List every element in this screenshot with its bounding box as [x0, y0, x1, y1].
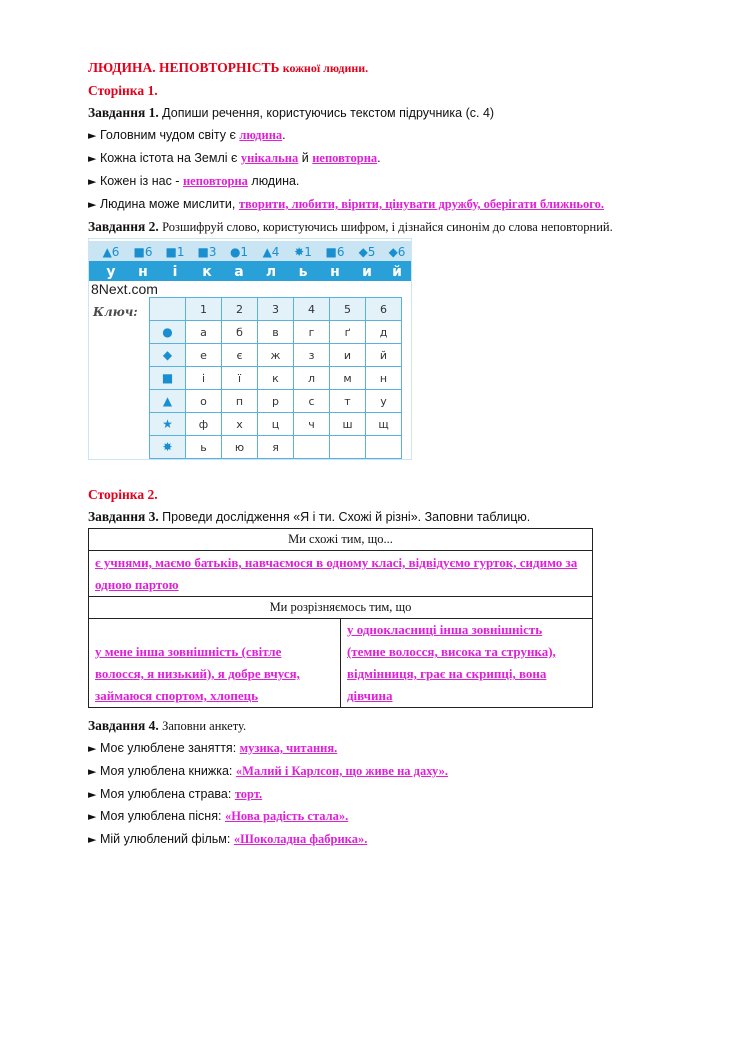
- key-cell: и: [330, 344, 366, 367]
- title-small: кожної людини.: [282, 61, 369, 75]
- key-row: [150, 321, 402, 344]
- key-cell: б: [222, 321, 258, 344]
- task4-item: [88, 809, 348, 824]
- key-cell: п: [222, 390, 258, 413]
- key-cell: ґ: [330, 321, 366, 344]
- task2-text: Розшифруй слово, користуючись шифром, і дізнайся синонім до слова неповторний.: [162, 220, 613, 234]
- me-answer-line: волосся, я низький), я добре вчуся,: [95, 666, 300, 681]
- task4-item: [88, 787, 262, 802]
- line-prefix: Головним чудом світу є: [99, 128, 236, 142]
- item-prefix: Моя улюблена книжка:: [99, 764, 233, 778]
- cipher-code-cell: ■6: [133, 245, 153, 259]
- cipher-image: [88, 238, 412, 460]
- cipher-letter: н: [330, 264, 340, 280]
- classmate-cell: [340, 619, 592, 708]
- document-title: [88, 60, 368, 76]
- bullet-icon: ►: [88, 810, 97, 823]
- answer: музика, читання.: [239, 741, 338, 755]
- cipher-letter: і: [172, 264, 178, 280]
- me-cell: [89, 619, 341, 708]
- cipher-letter: ь: [298, 264, 308, 280]
- line-middle: й: [301, 151, 309, 165]
- key-header-row: [150, 298, 402, 321]
- answer: неповторна: [182, 174, 248, 188]
- me-answer-line: у мене інша зовнішність (світле: [95, 644, 282, 659]
- key-row: [150, 367, 402, 390]
- task1-line-2: [88, 151, 381, 166]
- classmate-answer-line: відмінниця, грає на скрипці, вона: [346, 666, 547, 681]
- answer: «Нова радість стала».: [224, 809, 349, 823]
- key-header-cell: 6: [366, 298, 402, 321]
- key-cell: т: [330, 390, 366, 413]
- line-prefix: Людина може мислити,: [99, 197, 236, 211]
- task1-instruction: [88, 105, 494, 121]
- line-suffix: людина.: [251, 174, 300, 188]
- task3-label: Завдання 3.: [88, 509, 159, 524]
- cipher-code-cell: ■6: [325, 245, 345, 259]
- key-cell: е: [186, 344, 222, 367]
- key-cell: ж: [258, 344, 294, 367]
- bullet-icon: ►: [88, 129, 97, 142]
- item-prefix: Моя улюблена страва:: [99, 787, 232, 801]
- key-header-cell: 1: [186, 298, 222, 321]
- key-cell: [366, 436, 402, 459]
- key-label: Ключ:: [93, 305, 138, 319]
- classmate-answer-line: у однокласниці інша зовнішність: [346, 622, 543, 637]
- similar-header: Ми схожі тим, що...: [89, 529, 593, 551]
- line-prefix: Кожен із нас -: [99, 174, 180, 188]
- key-cell: в: [258, 321, 294, 344]
- answer: творити, любити, вірити, цінувати дружбу, оберігати ближнього.: [238, 197, 604, 211]
- key-row: [150, 413, 402, 436]
- classmate-answer-line: (темне волосся, висока та струнка),: [346, 644, 556, 659]
- key-cell: й: [366, 344, 402, 367]
- key-cell: щ: [366, 413, 402, 436]
- answer: «Шоколадна фабрика».: [233, 832, 368, 846]
- key-cell: з: [294, 344, 330, 367]
- key-cell: [330, 436, 366, 459]
- cipher-letter: й: [392, 264, 402, 280]
- bullet-icon: ►: [88, 175, 97, 188]
- square-icon: ■: [150, 367, 186, 390]
- key-cell: є: [222, 344, 258, 367]
- watermark-text: 8Next.com: [91, 281, 158, 297]
- cipher-letter: к: [202, 264, 212, 280]
- task4-label: Завдання 4.: [88, 718, 159, 733]
- key-cell: ш: [330, 413, 366, 436]
- item-prefix: Мій улюблений фільм:: [99, 832, 231, 846]
- key-cell: ю: [222, 436, 258, 459]
- different-header: Ми розрізняємось тим, що: [89, 597, 593, 619]
- triangle-icon: ▲: [150, 390, 186, 413]
- task4-text: Заповни анкету.: [162, 719, 247, 733]
- task1-line-3: [88, 174, 299, 189]
- table-row: [89, 619, 593, 708]
- key-cell: ф: [186, 413, 222, 436]
- item-prefix: Моє улюблене заняття:: [99, 741, 237, 755]
- item-prefix: Моя улюблена пісня:: [99, 809, 222, 823]
- line-prefix: Кожна істота на Землі є: [99, 151, 238, 165]
- bullet-icon: ►: [88, 152, 97, 165]
- key-header-cell: 3: [258, 298, 294, 321]
- key-cell: л: [294, 367, 330, 390]
- bullet-icon: ►: [88, 788, 97, 801]
- key-cell: р: [258, 390, 294, 413]
- bullet-icon: ►: [88, 198, 97, 211]
- cipher-letter: н: [138, 264, 148, 280]
- cipher-code-cell: ▲4: [262, 245, 280, 259]
- task3-text: Проведи дослідження «Я і ти. Схожі й різні». Заповни таблицю.: [162, 510, 531, 524]
- cipher-code-cell: ◆5: [358, 245, 376, 259]
- task2-label: Завдання 2.: [88, 219, 159, 234]
- key-cell: с: [294, 390, 330, 413]
- key-cell: і: [186, 367, 222, 390]
- cipher-code-cell: ●1: [229, 245, 249, 259]
- key-cell: г: [294, 321, 330, 344]
- cipher-code-cell: ✸1: [294, 245, 312, 259]
- answer: «Малий і Карлсон, що живе на даху».: [235, 764, 448, 778]
- key-cell: ї: [222, 367, 258, 390]
- answer: унікальна: [240, 151, 299, 165]
- task1-line-4: [88, 197, 604, 212]
- key-cell: д: [366, 321, 402, 344]
- key-cell: к: [258, 367, 294, 390]
- table-row: [89, 597, 593, 619]
- key-header-cell: 2: [222, 298, 258, 321]
- table-row: [89, 551, 593, 597]
- cipher-letter: л: [265, 264, 277, 280]
- key-row: [150, 390, 402, 413]
- cipher-code-cell: ■3: [197, 245, 217, 259]
- cipher-code-cell: ◆6: [388, 245, 406, 259]
- task2-instruction: [88, 219, 613, 235]
- bullet-icon: ►: [88, 742, 97, 755]
- cipher-letter: у: [106, 264, 116, 280]
- cipher-code-cell: ▲6: [102, 245, 120, 259]
- table-row: [89, 529, 593, 551]
- page2-heading: Сторінка 2.: [88, 487, 158, 502]
- cipher-letter: а: [234, 264, 244, 280]
- answer: людина: [239, 128, 283, 142]
- task4-instruction: [88, 718, 246, 734]
- cipher-code-strip: [89, 241, 411, 281]
- diamond-icon: ◆: [150, 344, 186, 367]
- bullet-icon: ►: [88, 765, 97, 778]
- similar-answer-line: є учнями, маємо батьків, навчаємося в одному класі, відвідуємо гурток, сидимо за: [95, 555, 578, 570]
- key-cell: м: [330, 367, 366, 390]
- line-suffix: .: [377, 151, 381, 165]
- key-cell: х: [222, 413, 258, 436]
- burst-icon: ✸: [150, 436, 186, 459]
- cipher-code-cell: ■1: [165, 245, 185, 259]
- similar-answer-line: одною партою: [95, 577, 179, 592]
- classmate-answer-line: дівчина: [346, 688, 393, 703]
- key-cell: ч: [294, 413, 330, 436]
- key-row: [150, 344, 402, 367]
- key-row: [150, 436, 402, 459]
- task4-item: [88, 741, 337, 756]
- task4-item: [88, 832, 367, 847]
- similar-answer-cell: [89, 551, 593, 597]
- task1-label: Завдання 1.: [88, 105, 159, 120]
- star-icon: ★: [150, 413, 186, 436]
- task1-line-1: [88, 128, 286, 143]
- key-cell: я: [258, 436, 294, 459]
- circle-icon: ●: [150, 321, 186, 344]
- key-cell: о: [186, 390, 222, 413]
- title-main: ЛЮДИНА. НЕПОВТОРНІСТЬ: [88, 60, 280, 75]
- key-cell: а: [186, 321, 222, 344]
- cipher-key-table: [149, 297, 402, 459]
- task4-item: [88, 764, 448, 779]
- page1-heading: Сторінка 1.: [88, 83, 158, 98]
- answer: неповторна: [312, 151, 378, 165]
- key-cell: у: [366, 390, 402, 413]
- task1-text: Допиши речення, користуючись текстом підручника (с. 4): [162, 106, 495, 120]
- cipher-letter: и: [362, 264, 372, 280]
- key-cell: ь: [186, 436, 222, 459]
- line-suffix: .: [282, 128, 286, 142]
- key-header-cell: 4: [294, 298, 330, 321]
- bullet-icon: ►: [88, 833, 97, 846]
- key-header-cell: 5: [330, 298, 366, 321]
- task3-instruction: [88, 509, 530, 525]
- key-cell: ц: [258, 413, 294, 436]
- answer: торт.: [234, 787, 263, 801]
- key-corner-cell: [150, 298, 186, 321]
- research-table: [88, 528, 593, 708]
- me-answer-line: займаюся спортом, хлопець: [95, 688, 259, 703]
- key-cell: [294, 436, 330, 459]
- key-cell: н: [366, 367, 402, 390]
